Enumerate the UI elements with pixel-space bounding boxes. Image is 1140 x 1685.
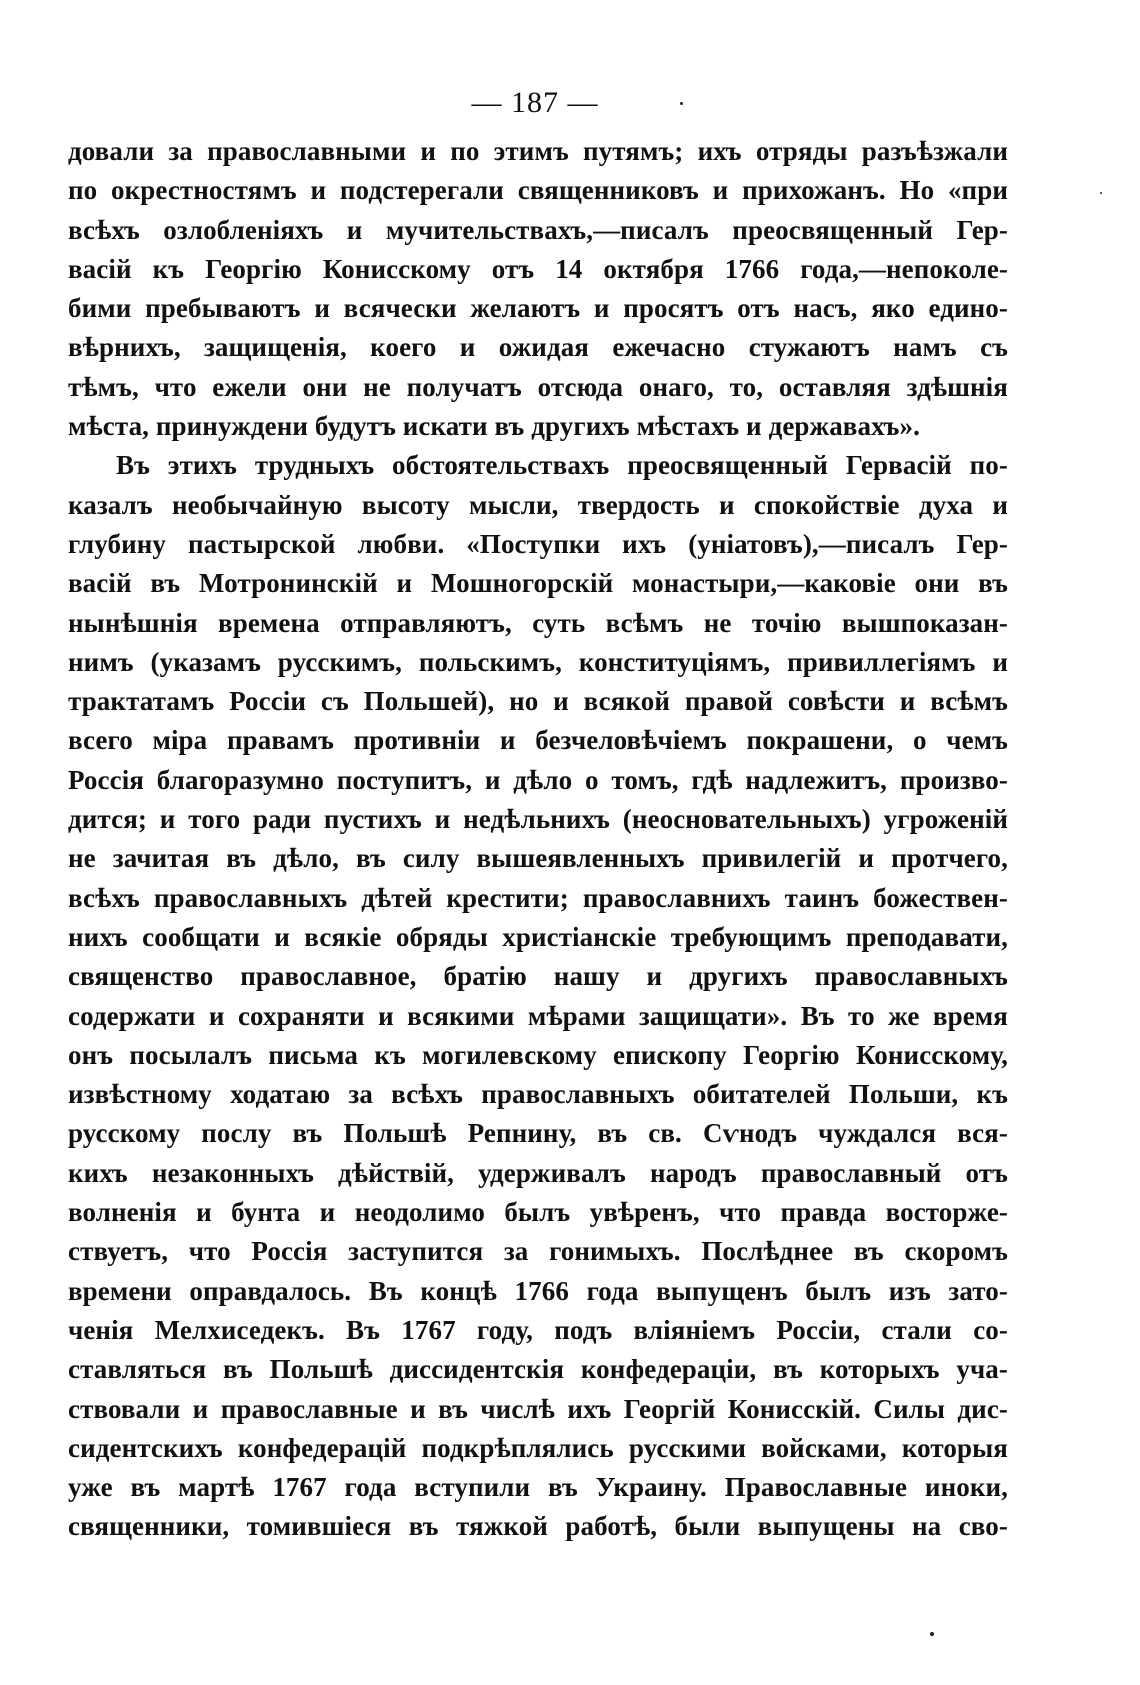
text-line: времени оправдалось. Въ концѣ 1766 года выпущенъ былъ изъ зато- (68, 1275, 1008, 1306)
text-line: нимъ (указамъ русскимъ, польскимъ, конституціямъ, привиллегіямъ и (68, 646, 1008, 677)
page-number: — 187 — (471, 86, 599, 119)
text-line: глубину пастырской любви. «Поступки ихъ (уніатовъ),—писалъ Гер- (68, 528, 1008, 559)
print-speck (930, 1632, 934, 1636)
text-line: волненія и бунта и неодолимо былъ увѣренъ, что правда восторже- (68, 1197, 1008, 1228)
text-line: вѣрнихъ, защищенія, коего и ожидая ежечасно стужаютъ намъ съ (68, 332, 1008, 363)
text-line: Въ этихъ трудныхъ обстоятельствахъ преосвященный Гервасій по- (116, 450, 1008, 481)
text-line: русскому послу въ Польшѣ Репнину, въ св. Сѵнодъ чуждался вся- (68, 1118, 1008, 1149)
text-line: трактатамъ Россіи съ Польшей), но и всякой правой совѣсти и всѣмъ (68, 686, 1008, 717)
text-line: васій къ Георгію Конисскому отъ 14 октября 1766 года,—непоколе- (68, 253, 1008, 284)
text-line: священство православное, братію нашу и другихъ православныхъ (68, 961, 1008, 992)
text-line: нынѣшнія времена отправляютъ, суть всѣмъ не точію вышпоказан- (68, 607, 1008, 638)
text-line: ставляться въ Польшѣ диссидентскія конфедераціи, въ которыхъ уча- (68, 1354, 1008, 1385)
text-line: тѣмъ, что ежели они не получатъ отсюда онаго, то, оставляя здѣшнія (68, 371, 1008, 402)
text-line: казалъ необычайную высоту мысли, твердость и спокойствіе духа и (68, 489, 1008, 520)
text-line: священники, томившіеся въ тяжкой работѣ, были выпущены на сво- (68, 1511, 1008, 1542)
text-line: ченія Мелхиседекъ. Въ 1767 году, подъ вліяніемъ Россіи, стали со- (68, 1314, 1008, 1345)
text-line: всего міра правамъ противніи и безчеловѣчіемъ покрашени, о чемъ (68, 725, 1008, 756)
body-text (68, 132, 1008, 1547)
text-line: мѣста, принуждени будутъ искати въ другихъ мѣстахъ и державахъ». (68, 411, 920, 442)
text-line: сидентскихъ конфедерацій подкрѣплялись русскими войсками, которыя (68, 1432, 1008, 1463)
text-line: содержати и сохраняти и всякими мѣрами защищати». Въ то же время (68, 1000, 1008, 1031)
text-line: дится; и того ради пустихъ и недѣльнихъ (неосновательныхъ) угроженій (68, 804, 1008, 835)
text-line: ствовали и православные и въ числѣ ихъ Георгій Конисскій. Силы дис- (68, 1393, 1008, 1424)
text-line: не зачитая въ дѣло, въ силу вышеявленныхъ привилегій и протчего, (68, 843, 1008, 874)
text-line: онъ посылалъ письма къ могилевскому епископу Георгію Конисскому, (68, 1039, 1008, 1070)
text-line: ствуетъ, что Россія заступится за гонимыхъ. Послѣднее въ скоромъ (68, 1236, 1008, 1267)
text-line: довали за православными и по этимъ путямъ; ихъ отряды разъѣзжали (68, 136, 1008, 166)
text-line: кихъ незаконныхъ дѣйствій, удерживалъ народъ православный отъ (68, 1157, 1008, 1188)
text-line: всѣхъ православныхъ дѣтей крестити; православнихъ таинъ божествен- (68, 882, 1008, 913)
print-speck (1100, 192, 1102, 194)
text-line: Россія благоразумно поступитъ, и дѣло о томъ, гдѣ надлежитъ, произво- (68, 764, 1008, 795)
text-line: всѣхъ озлобленіяхъ и мучительствахъ,—писалъ преосвященный Гер- (68, 214, 1008, 245)
text-line: по окрестностямъ и подстерегали священниковъ и прихожанъ. Но «при (68, 175, 1008, 206)
text-line: нихъ сообщати и всякіе обряды христіанскіе требующимъ преподавати, (68, 921, 1008, 952)
text-line: васій въ Мотронинскій и Мошногорскій монастыри,—каковіе они въ (68, 568, 1008, 599)
text-line: бими пребываютъ и всячески желаютъ и просятъ отъ насъ, яко едино- (68, 293, 1008, 324)
text-line: уже въ мартѣ 1767 года вступили въ Украину. Православные иноки, (68, 1472, 1008, 1503)
print-speck (680, 102, 683, 105)
text-line: извѣстному ходатаю за всѣхъ православныхъ обитателей Польши, къ (68, 1079, 1008, 1110)
